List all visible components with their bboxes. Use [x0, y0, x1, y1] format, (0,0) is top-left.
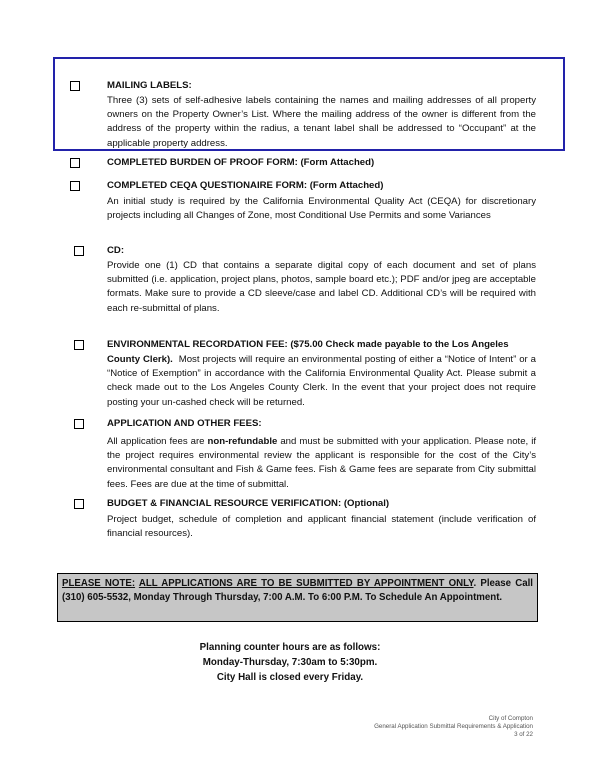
checklist-item-application-fees: [70, 417, 536, 493]
checkbox[interactable]: [74, 499, 84, 509]
item-body-text: and must be submitted with your application. Please note, if the project requires environmental review the applicant is responsible for the cost of the City’s environmental consultant and Fish & Game fees. Fish & Game fees are separate from City submittal fees. Fees are due at the time of submittal.: [107, 436, 537, 490]
footer-page-number: 3 of 22: [514, 730, 533, 738]
item-body: [107, 353, 536, 410]
checklist-item-cd: [70, 244, 536, 320]
item-body-text: Most projects will require an environmental posting of either a “Notice of Intent” or a “Notice of Exemption” in accordance with the California Environmental Quality Act. Please submit a check made out to the Los Angeles County Clerk. In the event that your project does not require posting your un-cashed check will be returned.: [107, 354, 536, 408]
item-title: COMPLETED CEQA QUESTIONAIRE FORM: (Form Attached): [107, 180, 384, 191]
checkbox[interactable]: [70, 181, 80, 191]
appointment-note: [57, 573, 538, 622]
item-body: [107, 435, 536, 492]
checklist-item-budget: [70, 497, 536, 543]
item-lead-bold: County Clerk).: [107, 354, 173, 365]
item-body-bold: non-refundable: [207, 436, 278, 447]
checkbox[interactable]: [70, 158, 80, 168]
item-title: APPLICATION AND OTHER FEES:: [107, 418, 262, 429]
checklist-item-environmental-fee: [70, 338, 536, 414]
footer-city: City of Compton: [488, 715, 533, 722]
item-body: Project budget, schedule of completion and applicant financial statement (include verification of financial resources).: [107, 514, 536, 540]
checklist-item-burden-of-proof: [70, 156, 536, 172]
item-body: An initial study is required by the California Environmental Quality Act (CEQA) for discretionary projects including all Changes of Zone, most Conditional Use Permits and some Variances: [107, 196, 536, 222]
footer-doc-title: General Application Submittal Requirements & Application: [374, 722, 533, 730]
item-title: COMPLETED BURDEN OF PROOF FORM: (Form Attached): [107, 157, 375, 168]
note-underlined: ALL APPLICATIONS ARE TO BE SUBMITTED BY APPOINTMENT ONLY: [138, 578, 474, 589]
item-title: MAILING LABELS:: [107, 80, 192, 91]
item-title: BUDGET & FINANCIAL RESOURCE VERIFICATION: (Optional): [107, 498, 390, 509]
hours-line-3: City Hall is closed every Friday.: [216, 672, 364, 683]
item-body: Provide one (1) CD that contains a separate digital copy of each document and set of plans submitted (i.e. application, project plans, photos, sample board etc.); PDF and/or jpeg are acceptable formats. Make sure to provide a CD sleeve/case and label CD. Additional CD’s will be required with each re-submittal of plans.: [107, 260, 536, 314]
checkbox[interactable]: [74, 419, 84, 429]
item-title: CD:: [107, 245, 125, 256]
item-body: Three (3) sets of self-adhesive labels containing the names and mailing addresses of all property owners on the Property Owner’s List. Where the mailing address of the owner is different from the address of the property within the radius, a tenant label shall be addressed to “Occupant” at the applicable property address.: [107, 95, 536, 149]
counter-hours: [120, 640, 460, 685]
item-body-pre: All application fees are: [107, 436, 205, 447]
checkbox[interactable]: [74, 246, 84, 256]
note-text: . Please Call (310) 605-5532, Monday Through Thursday, 7:00 A.M. To 6:00 P.M. To Schedule An Appointment.: [62, 578, 533, 604]
item-title: ENVIRONMENTAL RECORDATION FEE: ($75.00 Check made payable to the Los Angeles: [107, 339, 509, 350]
checkbox[interactable]: [70, 81, 80, 91]
hours-line-2: Monday-Thursday, 7:30am to 5:30pm.: [202, 657, 378, 668]
checklist-item-mailing-labels: [70, 79, 536, 149]
hours-line-1: Planning counter hours are as follows:: [199, 642, 381, 653]
checklist-item-ceqa: [70, 179, 536, 237]
page-footer: [374, 715, 533, 738]
checkbox[interactable]: [74, 340, 84, 350]
note-label: PLEASE NOTE:: [62, 578, 136, 589]
